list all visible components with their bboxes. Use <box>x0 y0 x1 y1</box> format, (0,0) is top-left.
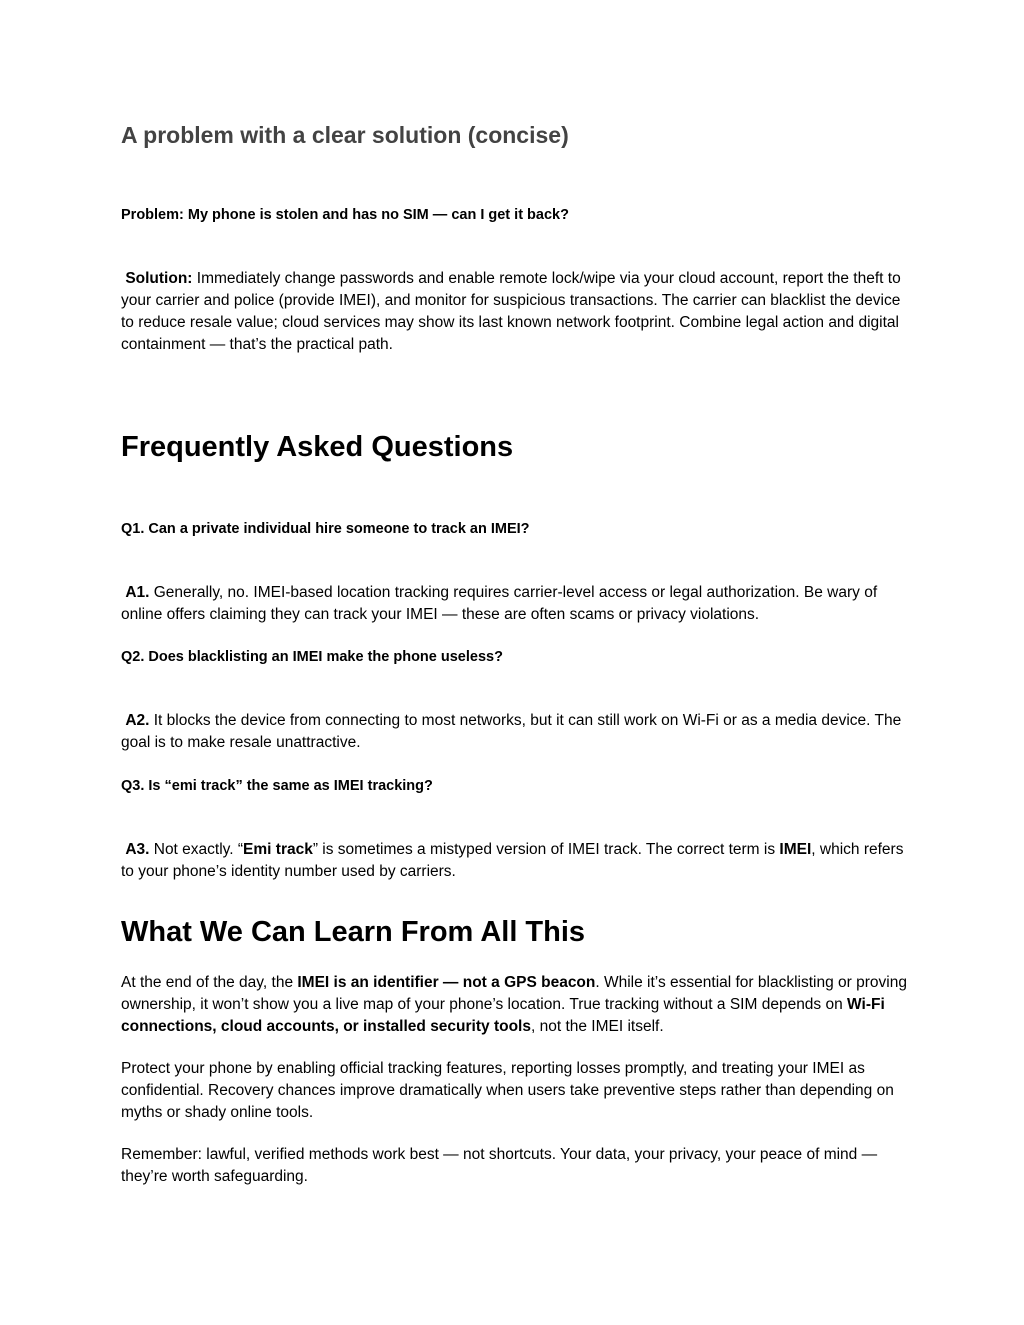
faq-heading: Frequently Asked Questions <box>121 431 514 463</box>
answer-label: A2. <box>125 712 150 729</box>
learn-paragraph-2: Protect your phone by enabling official tracking features, reporting losses promptly, and treating your IMEI as confidential. Recovery chances improve dramatically when users take preventive steps rather than depending on myths or shady online tools. <box>121 1060 894 1121</box>
text: , not the IMEI itself. <box>530 1018 664 1035</box>
answer-text: It blocks the device from connecting to most networks, but it can still work on Wi-Fi or as a media device. The goal is to make resale unattractive. <box>121 712 902 751</box>
solution-label: Solution: <box>125 270 193 287</box>
section-heading-problem: A problem with a clear solution (concise) <box>121 122 569 148</box>
answer-text: , which refers to your phone’s identity number used by carriers. <box>121 841 904 880</box>
faq-question-2: Q2. Does blacklisting an IMEI make the phone useless? <box>121 649 503 665</box>
answer-bold: Emi track <box>243 841 313 858</box>
answer-text: Generally, no. IMEI-based location tracking requires carrier-level access or legal authorization. Be wary of online offers claiming they can track your IMEI — these are often scams or privacy violations. <box>121 584 878 623</box>
faq-answer-3 <box>121 839 911 883</box>
learn-heading: What We Can Learn From All This <box>121 916 586 948</box>
faq-question-3: Q3. Is “emi track” the same as IMEI tracking? <box>121 778 433 794</box>
solution-text: Immediately change passwords and enable remote lock/wipe via your cloud account, report the theft to your carrier and police (provide IMEI), and monitor for suspicious transactions. The carrier can blacklist the device to reduce resale value; cloud services may show its last known network footprint. Combine legal action and digital containment — that’s the practical path. <box>121 270 901 353</box>
answer-label: A3. <box>125 841 150 858</box>
problem-statement: Problem: My phone is stolen and has no SIM — can I get it back? <box>121 207 569 223</box>
text: . While it’s essential for blacklisting or proving ownership, it won’t show you a live map of your phone’s location. True tracking without a SIM depends on <box>121 974 907 1013</box>
text: At the end of the day, the <box>121 974 298 991</box>
faq-answer-1 <box>121 582 911 626</box>
solution-paragraph <box>121 268 911 356</box>
faq-question-1: Q1. Can a private individual hire someone to track an IMEI? <box>121 521 530 537</box>
answer-text: Not exactly. “ <box>149 841 244 858</box>
bold-text: Wi-Fi connections, cloud accounts, or installed security tools <box>121 996 885 1035</box>
answer-bold: IMEI <box>779 841 812 858</box>
answer-text: ” is sometimes a mistyped version of IMEI track. The correct term is <box>312 841 780 858</box>
answer-label: A1. <box>125 584 150 601</box>
bold-text: IMEI is an identifier — not a GPS beacon <box>297 974 596 991</box>
faq-answer-2 <box>121 710 911 754</box>
learn-paragraph-3: Remember: lawful, verified methods work best — not shortcuts. Your data, your privacy, your peace of mind — they’re worth safeguarding. <box>121 1146 878 1185</box>
learn-paragraph-1 <box>121 972 911 1038</box>
